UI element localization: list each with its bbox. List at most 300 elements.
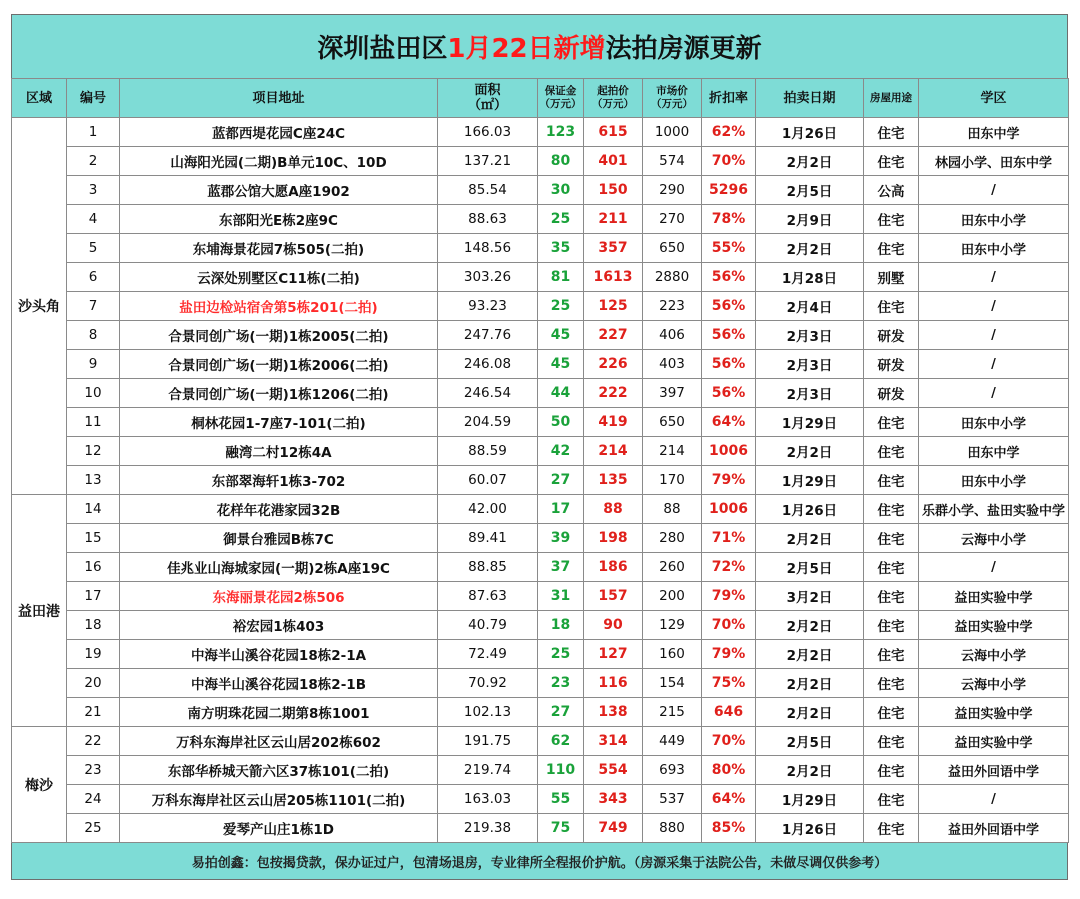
start-price-cell: 116 (584, 669, 643, 698)
no-cell: 4 (67, 205, 120, 234)
market-price-cell: 650 (643, 234, 702, 263)
start-price-cell: 357 (584, 234, 643, 263)
start-price-cell: 186 (584, 553, 643, 582)
area-cell: 87.63 (438, 582, 538, 611)
table-row (12, 727, 1069, 756)
start-price-cell: 227 (584, 321, 643, 350)
discount-cell: 85% (702, 814, 756, 843)
area-cell: 88.85 (438, 553, 538, 582)
no-cell: 15 (67, 524, 120, 553)
auction-date-cell: 2月3日 (756, 379, 864, 408)
deposit-cell: 81 (538, 263, 584, 292)
header-area (438, 79, 538, 118)
deposit-cell: 18 (538, 611, 584, 640)
address-cell: 御景台雅园B栋7C (120, 524, 438, 553)
auction-date-cell: 2月5日 (756, 727, 864, 756)
auction-date-cell: 2月2日 (756, 698, 864, 727)
address-cell: 裕宏园1栋403 (120, 611, 438, 640)
header-start-line1: 起拍价 (597, 85, 629, 97)
school-district-cell: / (919, 785, 1069, 814)
school-district-cell: 益田实验中学 (919, 611, 1069, 640)
no-cell: 16 (67, 553, 120, 582)
auction-date-cell: 2月2日 (756, 234, 864, 263)
deposit-cell: 30 (538, 176, 584, 205)
discount-cell: 56% (702, 263, 756, 292)
header-deposit (538, 79, 584, 118)
start-price-cell: 749 (584, 814, 643, 843)
discount-cell: 70% (702, 611, 756, 640)
use-cell: 住宅 (864, 437, 919, 466)
school-district-cell: / (919, 553, 1069, 582)
table-row (12, 408, 1069, 437)
table-row (12, 379, 1069, 408)
area-cell: 88.63 (438, 205, 538, 234)
address-cell: 万科东海岸社区云山居202栋602 (120, 727, 438, 756)
school-district-cell: / (919, 321, 1069, 350)
address-cell: 盐田边检站宿舍第5栋201(二拍) (120, 292, 438, 321)
area-cell: 247.76 (438, 321, 538, 350)
discount-cell: 75% (702, 669, 756, 698)
market-price-cell: 403 (643, 350, 702, 379)
title-prefix: 深圳盐田区 (317, 34, 448, 64)
school-district-cell: 田东中小学 (919, 408, 1069, 437)
deposit-cell: 39 (538, 524, 584, 553)
area-cell: 204.59 (438, 408, 538, 437)
use-cell: 住宅 (864, 669, 919, 698)
use-cell: 住宅 (864, 205, 919, 234)
header-area-line2: （㎡） (467, 98, 507, 113)
market-price-cell: 290 (643, 176, 702, 205)
no-cell: 19 (67, 640, 120, 669)
auction-date-cell: 2月2日 (756, 524, 864, 553)
start-price-cell: 401 (584, 147, 643, 176)
use-cell: 住宅 (864, 640, 919, 669)
use-cell: 住宅 (864, 408, 919, 437)
market-price-cell: 880 (643, 814, 702, 843)
area-cell: 191.75 (438, 727, 538, 756)
market-price-cell: 223 (643, 292, 702, 321)
table-row (12, 640, 1069, 669)
no-cell: 13 (67, 466, 120, 495)
title-highlight: 1月22日新增 (447, 34, 606, 64)
no-cell: 24 (67, 785, 120, 814)
table-row (12, 234, 1069, 263)
use-cell: 住宅 (864, 582, 919, 611)
school-district-cell: / (919, 263, 1069, 292)
area-cell: 85.54 (438, 176, 538, 205)
market-price-cell: 160 (643, 640, 702, 669)
school-district-cell: 田东中小学 (919, 205, 1069, 234)
region-cell: 沙头角 (12, 118, 67, 495)
discount-cell: 78% (702, 205, 756, 234)
deposit-cell: 37 (538, 553, 584, 582)
table-body (12, 118, 1069, 843)
market-price-cell: 200 (643, 582, 702, 611)
auction-date-cell: 1月26日 (756, 814, 864, 843)
no-cell: 25 (67, 814, 120, 843)
start-price-cell: 1613 (584, 263, 643, 292)
area-cell: 60.07 (438, 466, 538, 495)
area-cell: 148.56 (438, 234, 538, 263)
auction-date-cell: 2月2日 (756, 669, 864, 698)
use-cell: 住宅 (864, 553, 919, 582)
discount-cell: 72% (702, 553, 756, 582)
use-cell: 住宅 (864, 495, 919, 524)
school-district-cell: / (919, 350, 1069, 379)
use-cell: 住宅 (864, 234, 919, 263)
deposit-cell: 44 (538, 379, 584, 408)
start-price-cell: 222 (584, 379, 643, 408)
use-cell: 住宅 (864, 466, 919, 495)
start-price-cell: 88 (584, 495, 643, 524)
header-address: 项目地址 (120, 79, 438, 118)
region-cell: 益田港 (12, 495, 67, 727)
start-price-cell: 343 (584, 785, 643, 814)
start-price-cell: 150 (584, 176, 643, 205)
market-price-cell: 88 (643, 495, 702, 524)
use-cell: 别墅 (864, 263, 919, 292)
area-cell: 303.26 (438, 263, 538, 292)
deposit-cell: 75 (538, 814, 584, 843)
listing-table (11, 78, 1069, 843)
market-price-cell: 170 (643, 466, 702, 495)
footer-note: 易拍创鑫：包按揭贷款，保办证过户，包清场退房，专业律所全程报价护航。（房源采集于法院公告，未做尽调仅供参考） (11, 843, 1068, 880)
school-district-cell: 益田实验中学 (919, 698, 1069, 727)
auction-date-cell: 1月29日 (756, 408, 864, 437)
address-cell: 合景同创广场(一期)1栋1206(二拍) (120, 379, 438, 408)
area-cell: 93.23 (438, 292, 538, 321)
header-use: 房屋用途 (864, 79, 919, 118)
use-cell: 住宅 (864, 524, 919, 553)
address-cell: 合景同创广场(一期)1栋2006(二拍) (120, 350, 438, 379)
discount-cell: 70% (702, 727, 756, 756)
start-price-cell: 90 (584, 611, 643, 640)
market-price-cell: 693 (643, 756, 702, 785)
table-row (12, 698, 1069, 727)
market-price-cell: 154 (643, 669, 702, 698)
school-district-cell: / (919, 292, 1069, 321)
header-market-line2: （万元） (651, 98, 693, 110)
market-price-cell: 397 (643, 379, 702, 408)
school-district-cell: 益田外回语中学 (919, 756, 1069, 785)
market-price-cell: 129 (643, 611, 702, 640)
start-price-cell: 554 (584, 756, 643, 785)
school-district-cell: 田东中学 (919, 437, 1069, 466)
header-school: 学区 (919, 79, 1069, 118)
header-deposit-line2: （万元） (539, 98, 582, 110)
discount-cell: 1006 (702, 437, 756, 466)
market-price-cell: 270 (643, 205, 702, 234)
deposit-cell: 80 (538, 147, 584, 176)
deposit-cell: 55 (538, 785, 584, 814)
use-cell: 住宅 (864, 756, 919, 785)
no-cell: 7 (67, 292, 120, 321)
area-cell: 40.79 (438, 611, 538, 640)
discount-cell: 71% (702, 524, 756, 553)
discount-cell: 79% (702, 640, 756, 669)
school-district-cell: 乐群小学、盐田实验中学 (919, 495, 1069, 524)
address-cell: 蓝郡公馆大愿A座1902 (120, 176, 438, 205)
use-cell: 住宅 (864, 292, 919, 321)
discount-cell: 64% (702, 785, 756, 814)
table-row (12, 553, 1069, 582)
header-region: 区域 (12, 79, 67, 118)
school-district-cell: 益田外回语中学 (919, 814, 1069, 843)
discount-cell: 56% (702, 379, 756, 408)
school-district-cell: 云海中小学 (919, 669, 1069, 698)
use-cell: 住宅 (864, 785, 919, 814)
auction-date-cell: 2月2日 (756, 756, 864, 785)
use-cell: 研发 (864, 379, 919, 408)
table-row (12, 205, 1069, 234)
address-cell: 山海阳光园(二期)B单元10C、10D (120, 147, 438, 176)
discount-cell: 1006 (702, 495, 756, 524)
address-cell: 中海半山溪谷花园18栋2-1B (120, 669, 438, 698)
discount-cell: 56% (702, 292, 756, 321)
discount-cell: 64% (702, 408, 756, 437)
address-cell: 南方明珠花园二期第8栋1001 (120, 698, 438, 727)
start-price-cell: 135 (584, 466, 643, 495)
market-price-cell: 1000 (643, 118, 702, 147)
start-price-cell: 138 (584, 698, 643, 727)
school-district-cell: 田东中小学 (919, 466, 1069, 495)
area-cell: 219.38 (438, 814, 538, 843)
auction-date-cell: 2月3日 (756, 321, 864, 350)
school-district-cell: 田东中小学 (919, 234, 1069, 263)
deposit-cell: 25 (538, 640, 584, 669)
table-row (12, 147, 1069, 176)
discount-cell: 5296 (702, 176, 756, 205)
school-district-cell: 云海中小学 (919, 640, 1069, 669)
deposit-cell: 35 (538, 234, 584, 263)
auction-date-cell: 1月26日 (756, 495, 864, 524)
no-cell: 6 (67, 263, 120, 292)
no-cell: 20 (67, 669, 120, 698)
school-district-cell: / (919, 176, 1069, 205)
start-price-cell: 214 (584, 437, 643, 466)
market-price-cell: 214 (643, 437, 702, 466)
address-cell: 蓝都西堤花园C座24C (120, 118, 438, 147)
deposit-cell: 45 (538, 350, 584, 379)
start-price-cell: 125 (584, 292, 643, 321)
school-district-cell: 云海中小学 (919, 524, 1069, 553)
auction-date-cell: 1月28日 (756, 263, 864, 292)
address-cell: 东部阳光E栋2座9C (120, 205, 438, 234)
market-price-cell: 260 (643, 553, 702, 582)
discount-cell: 62% (702, 118, 756, 147)
deposit-cell: 50 (538, 408, 584, 437)
auction-date-cell: 2月5日 (756, 176, 864, 205)
table-row (12, 582, 1069, 611)
deposit-cell: 27 (538, 698, 584, 727)
start-price-cell: 615 (584, 118, 643, 147)
deposit-cell: 123 (538, 118, 584, 147)
market-price-cell: 215 (643, 698, 702, 727)
header-deposit-line1: 保证金 (544, 85, 577, 97)
use-cell: 住宅 (864, 814, 919, 843)
deposit-cell: 45 (538, 321, 584, 350)
deposit-cell: 31 (538, 582, 584, 611)
market-price-cell: 280 (643, 524, 702, 553)
no-cell: 5 (67, 234, 120, 263)
discount-cell: 55% (702, 234, 756, 263)
header-market-line1: 市场价 (656, 85, 688, 97)
start-price-cell: 127 (584, 640, 643, 669)
start-price-cell: 419 (584, 408, 643, 437)
start-price-cell: 198 (584, 524, 643, 553)
deposit-cell: 25 (538, 205, 584, 234)
area-cell: 137.21 (438, 147, 538, 176)
table-row (12, 176, 1069, 205)
use-cell: 住宅 (864, 147, 919, 176)
header-area-line1: 面积 (474, 83, 501, 98)
auction-date-cell: 2月2日 (756, 640, 864, 669)
discount-cell: 79% (702, 466, 756, 495)
school-district-cell: 益田实验中学 (919, 727, 1069, 756)
auction-date-cell: 1月26日 (756, 118, 864, 147)
use-cell: 住宅 (864, 698, 919, 727)
discount-cell: 56% (702, 350, 756, 379)
address-cell: 云深处别墅区C11栋(二拍) (120, 263, 438, 292)
school-district-cell: 田东中学 (919, 118, 1069, 147)
deposit-cell: 62 (538, 727, 584, 756)
table-row (12, 669, 1069, 698)
no-cell: 1 (67, 118, 120, 147)
table-row (12, 437, 1069, 466)
address-cell: 东部翠海轩1栋3-702 (120, 466, 438, 495)
header-discount: 折扣率 (702, 79, 756, 118)
title-suffix: 法拍房源更新 (605, 34, 762, 64)
table-row (12, 756, 1069, 785)
use-cell: 研发 (864, 350, 919, 379)
market-price-cell: 2880 (643, 263, 702, 292)
area-cell: 102.13 (438, 698, 538, 727)
address-cell: 桐林花园1-7座7-101(二拍) (120, 408, 438, 437)
deposit-cell: 17 (538, 495, 584, 524)
table-row (12, 814, 1069, 843)
start-price-cell: 211 (584, 205, 643, 234)
header-market (643, 79, 702, 118)
header-no: 编号 (67, 79, 120, 118)
area-cell: 219.74 (438, 756, 538, 785)
no-cell: 23 (67, 756, 120, 785)
auction-date-cell: 2月3日 (756, 350, 864, 379)
auction-date-cell: 2月2日 (756, 147, 864, 176)
use-cell: 住宅 (864, 611, 919, 640)
start-price-cell: 157 (584, 582, 643, 611)
page-title (11, 14, 1068, 78)
no-cell: 10 (67, 379, 120, 408)
deposit-cell: 25 (538, 292, 584, 321)
area-cell: 72.49 (438, 640, 538, 669)
table-row (12, 321, 1069, 350)
table-row (12, 118, 1069, 147)
table-row (12, 524, 1069, 553)
market-price-cell: 449 (643, 727, 702, 756)
no-cell: 17 (67, 582, 120, 611)
use-cell: 住宅 (864, 727, 919, 756)
market-price-cell: 537 (643, 785, 702, 814)
address-cell: 佳兆业山海城家园(一期)2栋A座19C (120, 553, 438, 582)
no-cell: 12 (67, 437, 120, 466)
address-cell: 融湾二村12栋4A (120, 437, 438, 466)
use-cell: 公高 (864, 176, 919, 205)
table-row (12, 466, 1069, 495)
table-row (12, 350, 1069, 379)
market-price-cell: 406 (643, 321, 702, 350)
auction-listing-sheet (11, 14, 1068, 880)
start-price-cell: 226 (584, 350, 643, 379)
no-cell: 18 (67, 611, 120, 640)
address-cell: 东海丽景花园2栋506 (120, 582, 438, 611)
discount-cell: 79% (702, 582, 756, 611)
region-cell: 梅沙 (12, 727, 67, 843)
auction-date-cell: 1月29日 (756, 785, 864, 814)
address-cell: 中海半山溪谷花园18栋2-1A (120, 640, 438, 669)
deposit-cell: 23 (538, 669, 584, 698)
discount-cell: 646 (702, 698, 756, 727)
no-cell: 22 (67, 727, 120, 756)
start-price-cell: 314 (584, 727, 643, 756)
no-cell: 3 (67, 176, 120, 205)
auction-date-cell: 2月9日 (756, 205, 864, 234)
address-cell: 爱琴产山庄1栋1D (120, 814, 438, 843)
market-price-cell: 650 (643, 408, 702, 437)
area-cell: 88.59 (438, 437, 538, 466)
auction-date-cell: 2月2日 (756, 611, 864, 640)
header-start-line2: （万元） (592, 98, 634, 110)
no-cell: 21 (67, 698, 120, 727)
no-cell: 2 (67, 147, 120, 176)
deposit-cell: 27 (538, 466, 584, 495)
table-row (12, 785, 1069, 814)
area-cell: 163.03 (438, 785, 538, 814)
auction-date-cell: 2月4日 (756, 292, 864, 321)
address-cell: 万科东海岸社区云山居205栋1101(二拍) (120, 785, 438, 814)
use-cell: 住宅 (864, 118, 919, 147)
table-row (12, 292, 1069, 321)
use-cell: 研发 (864, 321, 919, 350)
area-cell: 89.41 (438, 524, 538, 553)
address-cell: 东埔海景花园7栋505(二拍) (120, 234, 438, 263)
area-cell: 42.00 (438, 495, 538, 524)
deposit-cell: 110 (538, 756, 584, 785)
no-cell: 11 (67, 408, 120, 437)
no-cell: 9 (67, 350, 120, 379)
table-row (12, 611, 1069, 640)
school-district-cell: 林园小学、田东中学 (919, 147, 1069, 176)
area-cell: 246.08 (438, 350, 538, 379)
auction-date-cell: 2月2日 (756, 437, 864, 466)
discount-cell: 56% (702, 321, 756, 350)
school-district-cell: / (919, 379, 1069, 408)
area-cell: 166.03 (438, 118, 538, 147)
header-start (584, 79, 643, 118)
no-cell: 8 (67, 321, 120, 350)
deposit-cell: 42 (538, 437, 584, 466)
area-cell: 246.54 (438, 379, 538, 408)
table-row (12, 495, 1069, 524)
address-cell: 东部华桥城天箭六区37栋101(二拍) (120, 756, 438, 785)
school-district-cell: 益田实验中学 (919, 582, 1069, 611)
area-cell: 70.92 (438, 669, 538, 698)
market-price-cell: 574 (643, 147, 702, 176)
address-cell: 花样年花港家园32B (120, 495, 438, 524)
address-cell: 合景同创广场(一期)1栋2005(二拍) (120, 321, 438, 350)
discount-cell: 70% (702, 147, 756, 176)
table-row (12, 263, 1069, 292)
header-row (12, 79, 1069, 118)
